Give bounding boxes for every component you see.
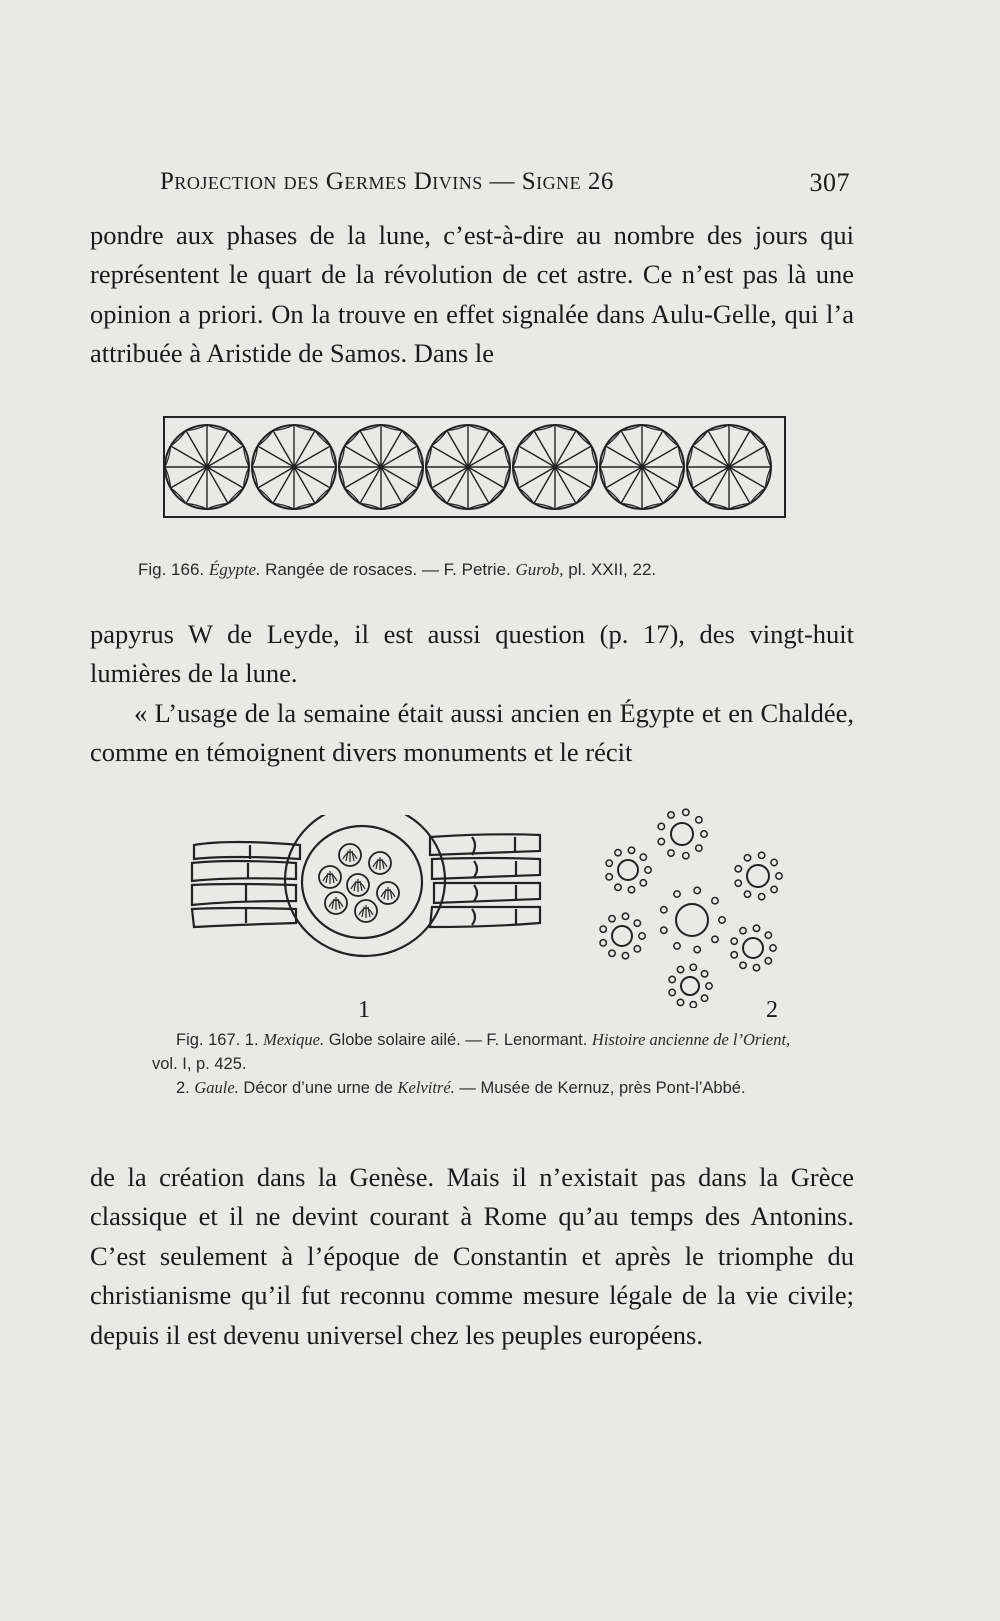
fig167-cap2-ref: — Musée de Kernuz, près Pont-l’Abbé. [459,1079,746,1097]
dot-motif [606,847,651,893]
rosette [252,425,336,509]
running-header [160,168,850,198]
dot-motif [735,852,782,900]
fig167-cap1-text: Globe solaire ailé. — F. Lenormant. [328,1031,588,1049]
fig166-caption-text: Rangée de rosaces. — F. Petrie. [265,560,511,579]
shell-mark [319,866,341,888]
figure-167-caption [152,1028,802,1100]
shell-mark [355,900,377,922]
shell-mark [339,844,361,866]
paragraph-2-text: papyrus W de Leyde, il est aussi question (p. 17), des vingt-huit lumières de la lune. [90,619,854,689]
figure-167-label-2: 2 [766,997,778,1023]
rosette [513,425,597,509]
fig167-cap1-place: Mexique. [263,1030,325,1049]
fig167-caption-1 [152,1028,802,1076]
paragraph-4-text: de la création dans la Genèse. Mais il n’existait pas dans la Grèce classique et il ne devint courant à Rome qu’au temps des Antonins. C’est seulement à l’époque de Constantin et après le triomphe du christianisme qu’il fut reconnu comme mesure légale de la vie civile; depuis il est devenu universel chez les peuples européens. [90,1162,854,1350]
fig167-cap2-prefix: 2. [176,1079,190,1097]
dot-motif [731,925,776,971]
shell-mark [377,882,399,904]
figure-166-caption [138,558,656,582]
paragraph-1-text: pondre aux phases de la lune, c’est-à-dire au nombre des jours qui représentent le quart de la révolution de cet astre. Ce n’est pas là une opinion a priori. On la trouve en effet signalée dans Aulu-Gelle, qui l’a attribuée à Aristide de Samos. Dans le [90,220,854,369]
dot-motif [661,887,726,952]
figure-167-dot-motifs [590,808,800,1008]
shell-mark [347,874,369,896]
fig167-cap1-work: Histoire ancienne de l’Orient, [591,1030,791,1049]
rosette [687,425,771,509]
shell-mark [369,852,391,874]
paragraph-1 [90,216,854,374]
dot-motif [600,913,645,959]
dot-motif [669,964,712,1008]
rosette [600,425,684,509]
fig166-caption-ref: pl. XXII, 22. [568,560,657,579]
page-number: 307 [809,168,850,197]
fig167-cap2-text: Décor d’une urne de [243,1079,393,1097]
paragraph-3-text: « L’usage de la semaine était aussi ancien en Égypte et en Chaldée, comme en témoignent divers monuments et le récit [90,697,854,768]
rosette [339,425,423,509]
rosette [426,425,510,509]
fig167-caption-2 [152,1076,802,1100]
dot-motif [658,809,707,859]
fig166-caption-prefix: Fig. 166. [138,560,205,579]
fig167-cap1-prefix: Fig. 167. 1. [176,1031,259,1049]
rosette [165,425,249,509]
figure-167-winged-globe [190,815,550,995]
header-title: Projection des Germes Divins — Signe 26 [160,168,614,195]
figure-167-label-1: 1 [358,997,370,1023]
paragraph-2 [90,615,854,773]
fig167-cap1-ref: vol. I, p. 425. [152,1055,247,1073]
shell-mark [325,892,347,914]
fig166-caption-place: Égypte. [208,560,261,579]
fig167-cap2-place: Gaule. [194,1078,239,1097]
paragraph-4 [90,1158,854,1355]
fig167-cap2-site: Kelvitré. [397,1078,455,1097]
fig166-caption-work: Gurob, [515,560,564,579]
figure-166-rosettes [163,415,789,521]
